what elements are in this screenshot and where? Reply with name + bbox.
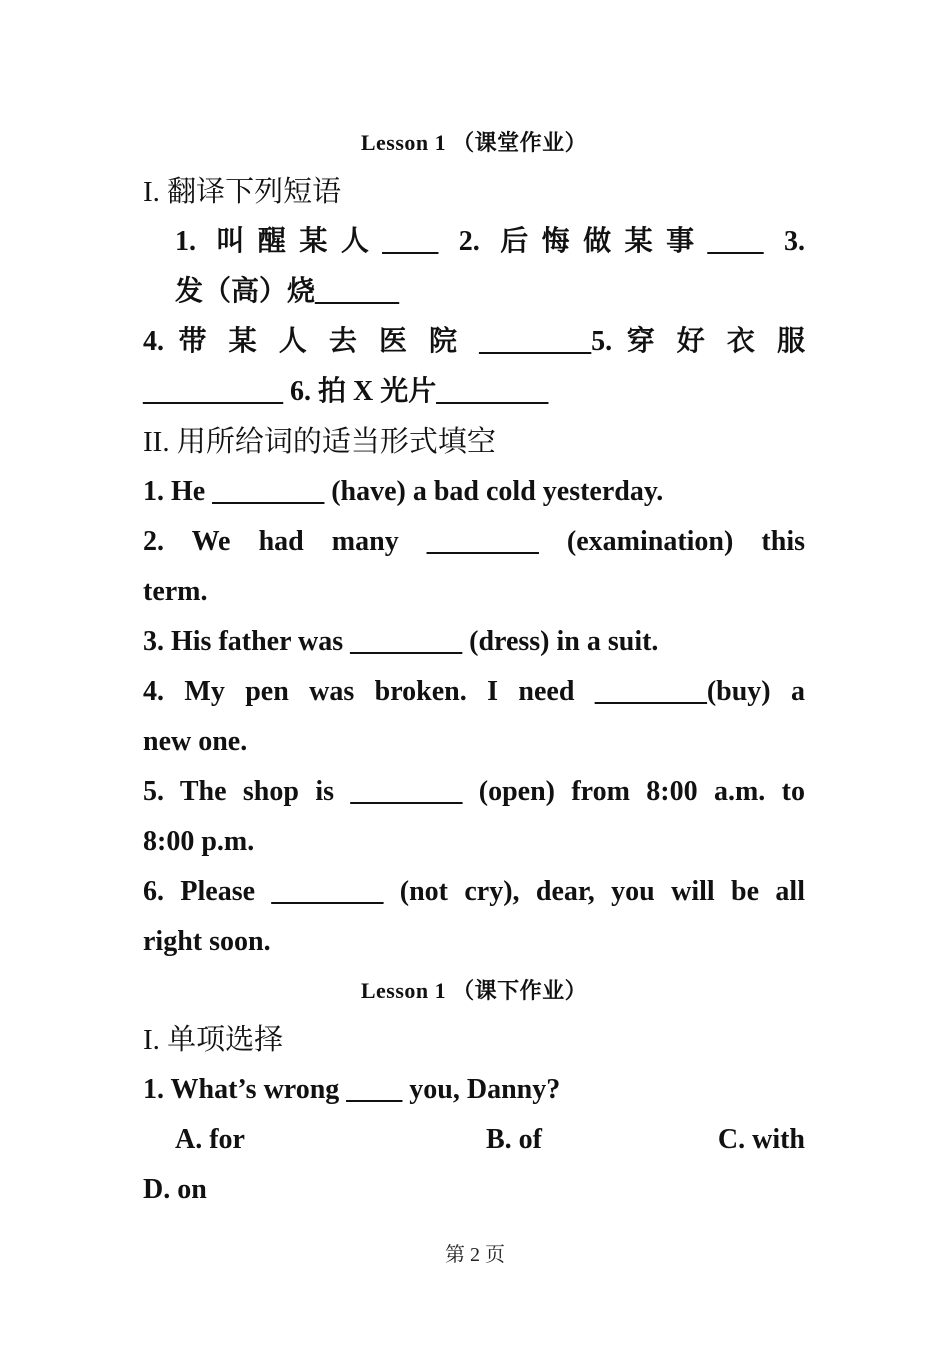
option-d: D. on bbox=[143, 1174, 207, 1205]
fill-item-continuation: new one. bbox=[143, 726, 248, 757]
fill-item: 2. We had many ________ (examination) this bbox=[143, 526, 805, 557]
translate-line-2: 发（高）烧______ bbox=[175, 276, 400, 307]
fill-item: 5. The shop is ________ (open) from 8:00 a.m. to bbox=[143, 776, 805, 807]
fill-item: 3. His father was ________ (dress) in a suit. bbox=[143, 626, 659, 657]
section-fill-heading: II. 用所给词的适当形式填空 bbox=[143, 426, 496, 458]
fill-item: 6. Please ________ (not cry), dear, you will be all bbox=[143, 876, 805, 907]
option-a: A. for bbox=[175, 1124, 245, 1155]
translate-line-3: 4. 带 某 人 去 医 院 ________5. 穿 好 衣 服 bbox=[143, 326, 805, 357]
fill-item-continuation: term. bbox=[143, 576, 208, 607]
option-c: C. with bbox=[717, 1124, 805, 1155]
fill-item: 1. He ________ (have) a bad cold yesterday. bbox=[143, 476, 664, 507]
choice-question: 1. What’s wrong ____ you, Danny? bbox=[143, 1074, 561, 1105]
choice-options-row bbox=[143, 1115, 805, 1165]
fill-item-continuation: right soon. bbox=[143, 926, 271, 957]
page-number: 第 2 页 bbox=[445, 1244, 505, 1266]
section-translate-heading: I. 翻译下列短语 bbox=[143, 176, 342, 208]
lesson-classwork-title: Lesson 1 （课堂作业） bbox=[360, 130, 588, 155]
section-choice-heading: I. 单项选择 bbox=[143, 1024, 284, 1056]
lesson-homework-title: Lesson 1 （课下作业） bbox=[360, 978, 588, 1003]
fill-item: 4. My pen was broken. I need ________(buy) a bbox=[143, 676, 805, 707]
translate-line-1: 1. 叫醒某人____ 2. 后悔做某事____ 3. bbox=[175, 226, 805, 257]
translate-line-4: __________ 6. 拍 X 光片________ bbox=[143, 376, 549, 407]
option-b: B. of bbox=[486, 1124, 542, 1155]
fill-item-continuation: 8:00 p.m. bbox=[143, 826, 255, 857]
